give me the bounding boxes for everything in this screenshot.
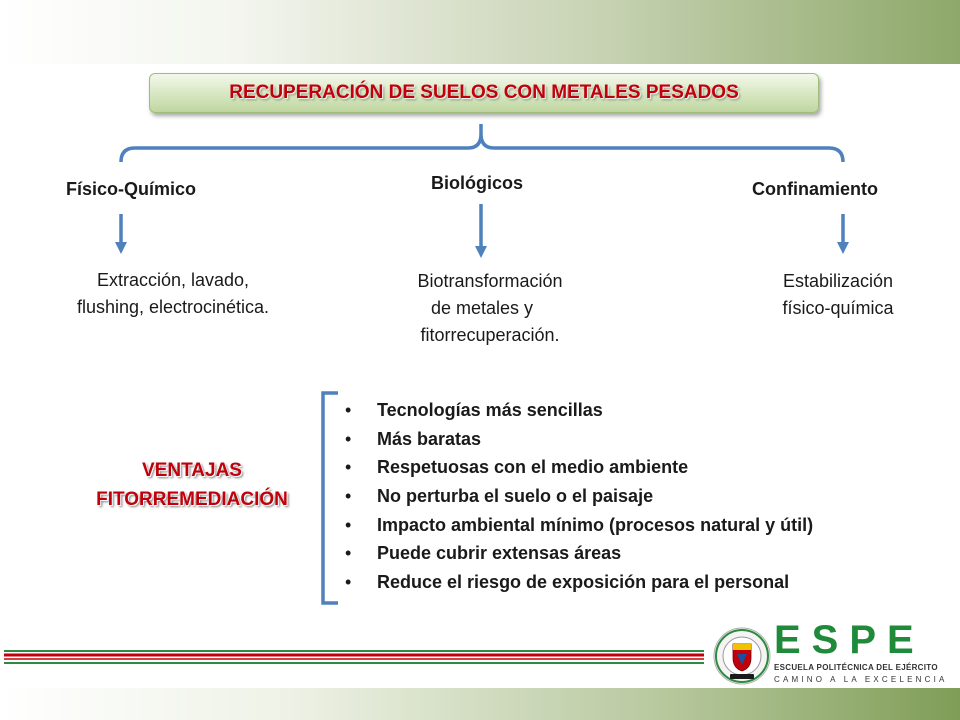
espe-logo (708, 618, 948, 688)
espe-subtitle: ESCUELA POLITÉCNICA DEL EJÉRCITO (774, 663, 938, 672)
ventajas-heading (60, 456, 324, 514)
description-confinamiento (728, 268, 948, 322)
espe-emblem-icon (712, 626, 772, 686)
description-biologicos (380, 268, 600, 349)
ventajas-line-1: VENTAJAS (142, 460, 242, 481)
description-line: flushing, electrocinética. (76, 297, 270, 317)
benefit-text: Más baratas (377, 428, 482, 449)
benefit-item (343, 539, 813, 568)
bullet-icon: • (345, 457, 352, 478)
bullet-icon: • (345, 514, 352, 535)
benefit-text: Puede cubrir extensas áreas (377, 543, 622, 564)
benefit-text: Impacto ambiental mínimo (procesos natural y útil) (377, 514, 814, 535)
category-confinamiento: Confinamiento (752, 179, 878, 199)
category-fisico-quimico: Físico-Químico (66, 179, 197, 199)
benefit-text: Reduce el riesgo de exposición para el personal (377, 572, 790, 593)
benefit-item (343, 453, 813, 482)
description-line: Estabilización (782, 271, 894, 291)
category-biologicos: Biológicos (431, 173, 524, 193)
bottom-stripes (4, 651, 704, 663)
description-line: de metales y (430, 298, 534, 318)
benefit-item (343, 568, 813, 597)
page-title: RECUPERACIÓN DE SUELOS CON METALES PESADOS (229, 82, 739, 103)
espe-wordmark: ESPE (774, 618, 925, 662)
benefit-item (343, 511, 813, 540)
description-line: fitorrecuperación. (420, 325, 560, 345)
description-line: Biotransformación (417, 271, 563, 291)
benefit-item (343, 425, 813, 454)
description-fisico-quimico (30, 267, 316, 321)
description-line: físico-química (782, 298, 894, 318)
benefits-list (343, 396, 813, 597)
ventajas-line-2: FITORREMEDIACIÓN (96, 489, 288, 510)
benefit-item (343, 482, 813, 511)
benefits-bracket (323, 393, 338, 603)
espe-tagline: CAMINO A LA EXCELENCIA (774, 675, 948, 684)
bullet-icon: • (345, 543, 352, 564)
benefit-item (343, 396, 813, 425)
benefit-text: No perturba el suelo o el paisaje (377, 486, 654, 507)
benefit-text: Tecnologías más sencillas (377, 400, 603, 420)
top-brace (121, 124, 843, 162)
bullet-icon: • (345, 486, 352, 507)
benefit-text: Respetuosas con el medio ambiente (377, 457, 689, 478)
bullet-icon: • (345, 572, 352, 593)
title-box (149, 73, 819, 113)
bullet-icon: • (345, 400, 352, 420)
bullet-icon: • (345, 428, 352, 449)
description-line: Extracción, lavado, (96, 270, 250, 290)
